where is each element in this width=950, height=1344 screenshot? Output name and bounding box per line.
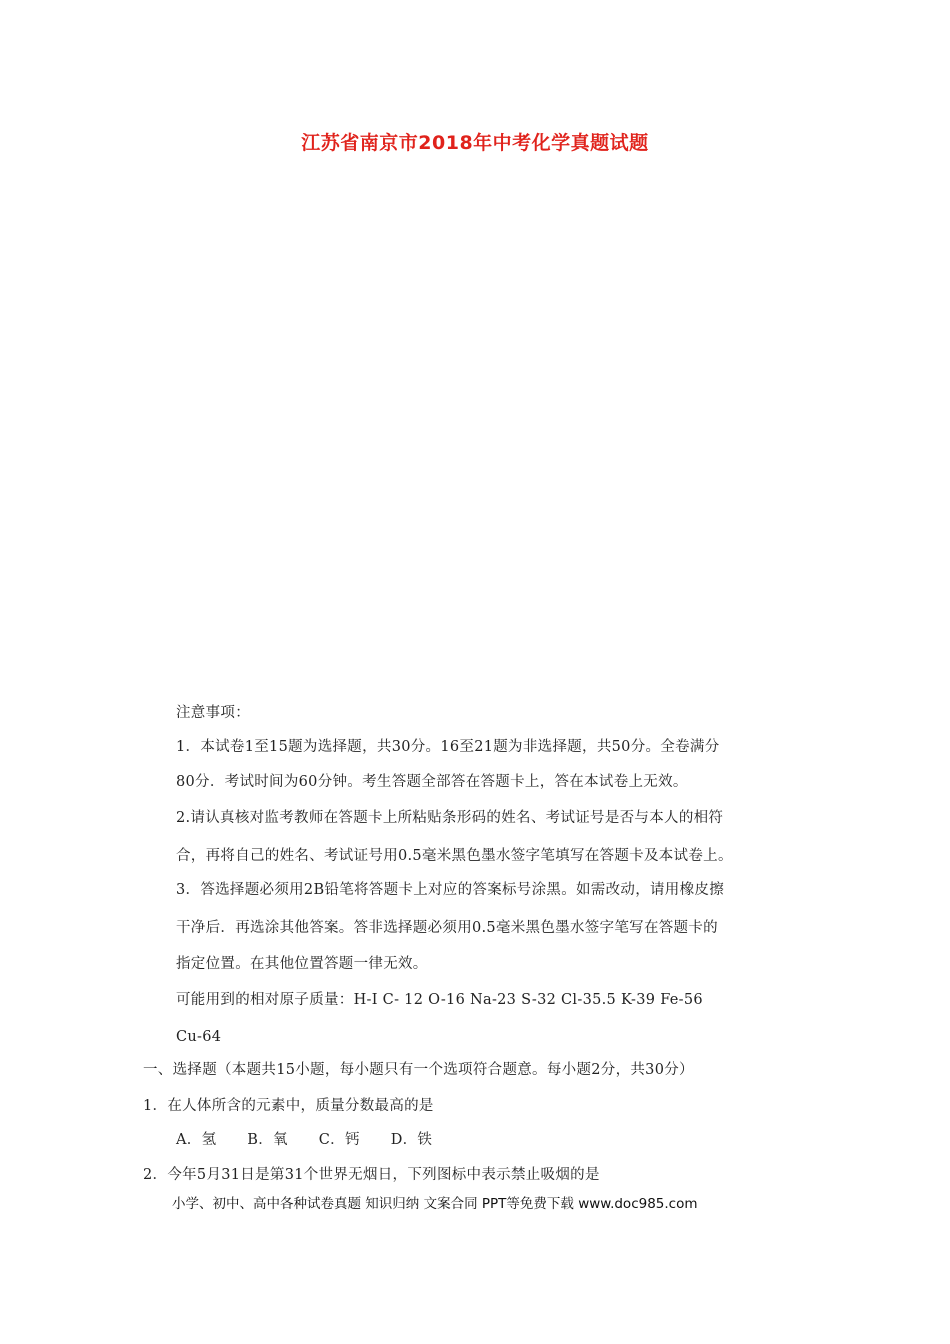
atomic-mass-line: Cu-64 (176, 1029, 222, 1045)
footer-watermark: 小学、初中、高中各种试卷真题 知识归纳 文案合同 PPT等免费下载 www.doc985.com (172, 1196, 698, 1212)
notes-line: 3．答选择题必须用2B铅笔将答题卡上对应的答案标号涂黑。如需改动，请用橡皮擦 (176, 882, 725, 898)
option-c: C．钙 (318, 1132, 360, 1148)
notes-line: 合，再将自己的姓名、考试证号用0.5毫米黑色墨水签字笔填写在答题卡及本试卷上。 (176, 848, 733, 864)
question-1-text: 1．在人体所含的元素中，质量分数最高的是 (143, 1098, 434, 1114)
section-heading: 一、选择题（本题共15小题，每小题只有一个选项符合题意。每小题2分，共30分） (143, 1062, 694, 1078)
notes-line: 干净后．再选涂其他答案。答非选择题必须用0.5毫米黑色墨水签字笔写在答题卡的 (176, 920, 718, 936)
option-d: D．铁 (390, 1132, 433, 1148)
question-2-text: 2．今年5月31日是第31个世界无烟日，下列图标中表示禁止吸烟的是 (143, 1167, 600, 1183)
question-1-options (176, 1130, 458, 1150)
notes-heading: 注意事项： (176, 705, 250, 721)
notes-line: 指定位置。在其他位置答题一律无效。 (176, 956, 428, 972)
notes-line: 80分．考试时间为60分钟。考生答题全部答在答题卡上，答在本试卷上无效。 (176, 774, 688, 790)
option-b: B．氧 (247, 1132, 288, 1148)
notes-line: 1．本试卷1至15题为选择题，共30分。16至21题为非选择题，共50分。全卷满分 (176, 739, 720, 755)
document-title: 江苏省南京市2018年中考化学真题试题 (301, 132, 649, 154)
option-a: A．氢 (176, 1132, 217, 1148)
atomic-mass-line: 可能用到的相对原子质量：H-I C- 12 O-16 Na-23 S-32 Cl-35.5 K-39 Fe-56 (176, 992, 703, 1008)
notes-line: 2.请认真核对监考教师在答题卡上所粘贴条形码的姓名、考试证号是否与本人的相符 (176, 810, 724, 826)
